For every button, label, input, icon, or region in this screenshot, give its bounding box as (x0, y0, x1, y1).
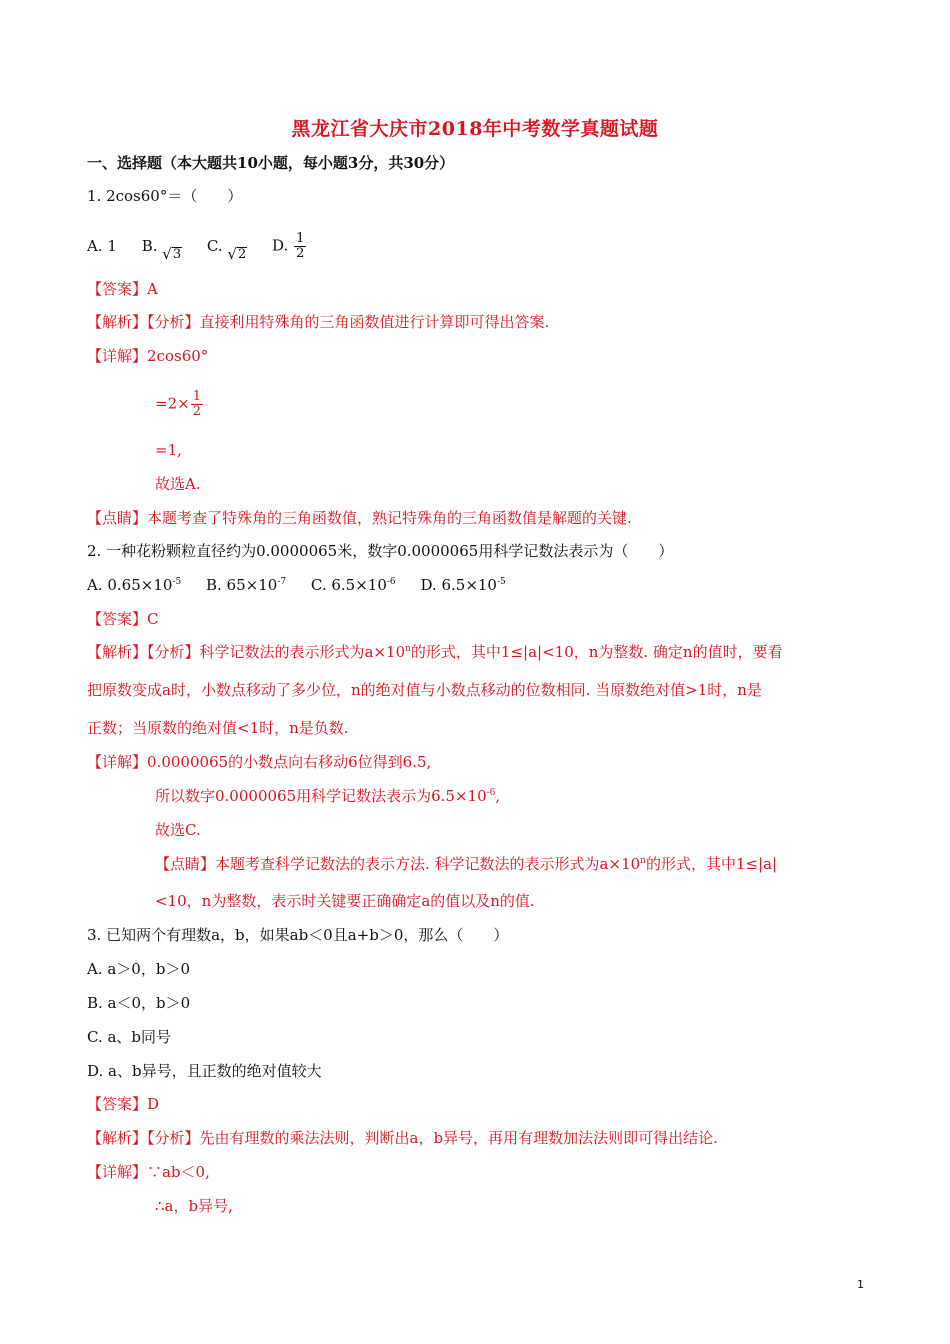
q2-detail: 【详解】0.0000065的小数点向右移动6位得到6.5, (87, 753, 432, 771)
q2-option-d: D. $6.5\times 10^{-5}$ (420, 576, 506, 594)
q3-detail-step-2: ∴a，b异号, (155, 1197, 233, 1215)
q3-detail: 【详解】∵ab＜0, (87, 1163, 210, 1181)
q3-option-b: B. a＜0，b＞0 (87, 994, 191, 1012)
q2-options (87, 575, 526, 595)
q1-option-b: B. √ 3 (141, 236, 182, 263)
q2-comment-line-1: 【点睛】本题考查科学记数法的表示方法. 科学记数法的表示形式为$a\times 10^n$的形式，其中1≤|a| (155, 855, 778, 873)
q1-analysis: 【解析】【分析】直接利用特殊角的三角函数值进行计算即可得出答案. (87, 313, 550, 331)
page-title: 黑龙江省大庆市2018年中考数学真题试题 (291, 118, 659, 140)
q1-options (87, 232, 327, 262)
q3-analysis: 【解析】【分析】先由有理数的乘法法则，判断出a，b异号，再用有理数加法法则即可得出结论. (87, 1129, 718, 1147)
q1-option-c: C. √ 2 (206, 236, 247, 263)
q2-analysis-line-1: 【解析】【分析】科学记数法的表示形式为$a\times 10^n$的形式，其中1≤|a|<10，n为整数. 确定n的值时，要看 (87, 643, 783, 661)
q2-answer: 【答案】C (87, 610, 159, 628)
q2-analysis-line-2: 把原数变成a时，小数点移动了多少位，n的绝对值与小数点移动的位数相同. 当原数绝对值>1时，n是 (87, 681, 762, 699)
section-heading: 一、选择题（本大题共10小题，每小题3分，共30分） (87, 154, 455, 172)
q2-option-c: C. $6.5\times 10^{-6}$ (310, 576, 396, 594)
page-number: 1 (857, 1278, 864, 1291)
q2-option-a: A. $0.65\times 10^{-5}$ (87, 576, 182, 594)
q1-option-d: D. $\frac{1}{2}$ (272, 231, 305, 261)
q1-stem: 1. 2cos60°＝（ ） (87, 187, 243, 205)
q1-option-a: A. 1 (87, 236, 117, 255)
q2-stem: 2. 一种花粉颗粒直径约为0.0000065米，数字0.0000065用科学记数法表示为（ ） (87, 542, 674, 560)
q1-detail-step-3: =1, (155, 441, 182, 459)
q1-detail-step-2: =2× $\frac{1}{2}$ (155, 389, 201, 419)
q3-stem: 3. 已知两个有理数a，b，如果ab＜0且a+b＞0，那么（ ） (87, 926, 509, 944)
q3-option-c: C. a、b同号 (87, 1028, 172, 1046)
q1-detail-step-4: 故选A. (155, 475, 201, 493)
q1-detail: 【详解】2cos60° (87, 347, 209, 365)
q3-option-d: D. a、b异号，且正数的绝对值较大 (87, 1062, 322, 1080)
q3-option-a: A. a＞0，b＞0 (87, 960, 191, 978)
q2-comment-line-2: <10，n为整数，表示时关键要正确确定a的值以及n的值. (155, 892, 535, 910)
q1-answer: 【答案】A (87, 280, 158, 298)
q2-detail-step-3: 故选C. (155, 821, 201, 839)
q2-option-b: B. $65\times 10^{-7}$ (206, 576, 287, 594)
q2-analysis-line-3: 正数；当原数的绝对值<1时，n是负数. (87, 719, 349, 737)
q1-comment: 【点睛】本题考查了特殊角的三角函数值，熟记特殊角的三角函数值是解题的关键. (87, 509, 632, 527)
q3-answer: 【答案】D (87, 1095, 160, 1113)
q2-detail-step-2: 所以数字0.0000065用科学记数法表示为$6.5\times 10^{-6}$, (155, 787, 501, 805)
